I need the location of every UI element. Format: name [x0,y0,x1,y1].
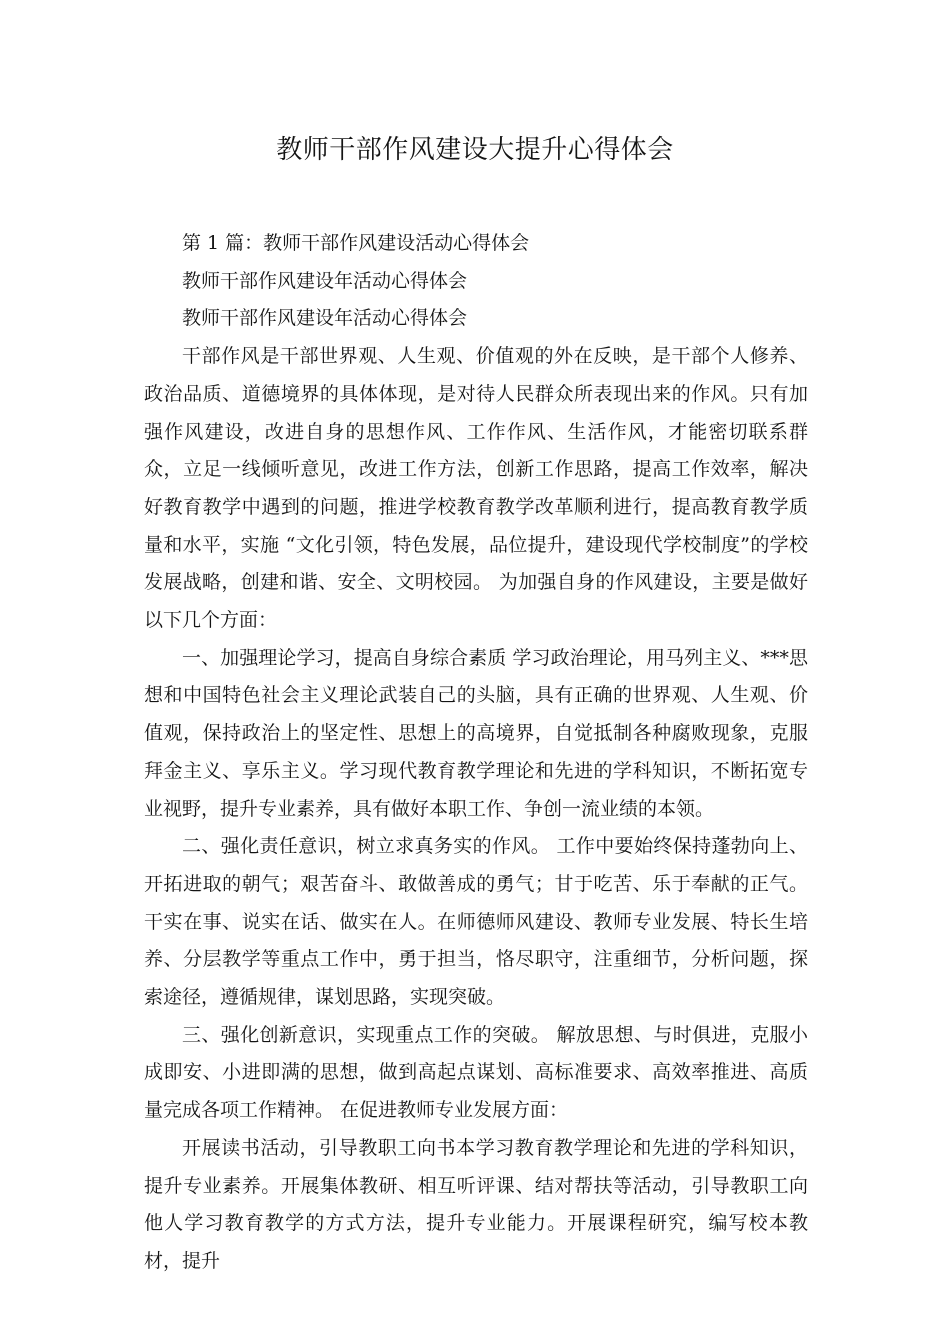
paragraph-intro: 干部作风是干部世界观、人生观、价值观的外在反映，是干部个人修养、政治品质、道德境界的具体体现，是对待人民群众所表现出来的作风。只有加强作风建设，改进自身的思想作风、工作作风、生活作风，才能密切联系群众，立足一线倾听意见，改进工作方法，创新工作思路，提高工作效率，解决好教育教学中遇到的问题，推进学校教育教学改革顺利进行，提高教育教学质量和水平，实施 “文化引领，特色发展，品位提升，建设现代学校制度”的学校发展战略，创建和谐、安全、文明校园。 为加强自身的作风建设，主要是做好以下几个方面： [144,345,808,632]
paragraph-section-2: 二、强化责任意识，树立求真务实的作风。 工作中要始终保持蓬勃向上、开拓进取的朝气；艰苦奋斗、敢做善成的勇气；甘于吃苦、乐于奉献的正气。干实在事、说实在话、做实在人。在师德师风建设、教师专业发展、特长生培养、分层教学等重点工作中，勇于担当，恪尽职守，注重细节，分析问题，探索途径，遵循规律，谋划思路，实现突破。 [144,835,808,1009]
document-body [144,225,808,1281]
paragraph-heading-2: 教师干部作风建设年活动心得体会 [182,269,468,292]
paragraph-section-3: 三、强化创新意识，实现重点工作的突破。 解放思想、与时俱进，克服小成即安、小进即满的思想，做到高起点谋划、高标准要求、高效率推进、高质量完成各项工作精神。 在促进教师专业发展方面： [144,1023,808,1122]
paragraph-reading-activity: 开展读书活动，引导教职工向书本学习教育教学理论和先进的学科知识，提升专业素养。开展集体教研、相互听评课、结对帮扶等活动，引导教职工向他人学习教育教学的方式方法，提升专业能力。开展课程研究，编写校本教材，提升 [144,1136,808,1272]
paragraph-heading-3: 教师干部作风建设年活动心得体会 [182,307,468,330]
document-title: 教师干部作风建设大提升心得体会 [276,135,674,165]
paragraph-section-1: 一、加强理论学习，提高自身综合素质 学习政治理论，用马列主义、***思想和中国特色社会主义理论武装自己的头脑，具有正确的世界观、人生观、价值观，保持政治上的坚定性、思想上的高境界，自觉抵制各种腐败现象，克服拜金主义、享乐主义。学习现代教育教学理论和先进的学科知识，不断拓宽专业视野，提升专业素养，具有做好本职工作、争创一流业绩的本领。 [144,646,808,820]
paragraph-heading-1: 第 1 篇：教师干部作风建设活动心得体会 [182,232,530,254]
